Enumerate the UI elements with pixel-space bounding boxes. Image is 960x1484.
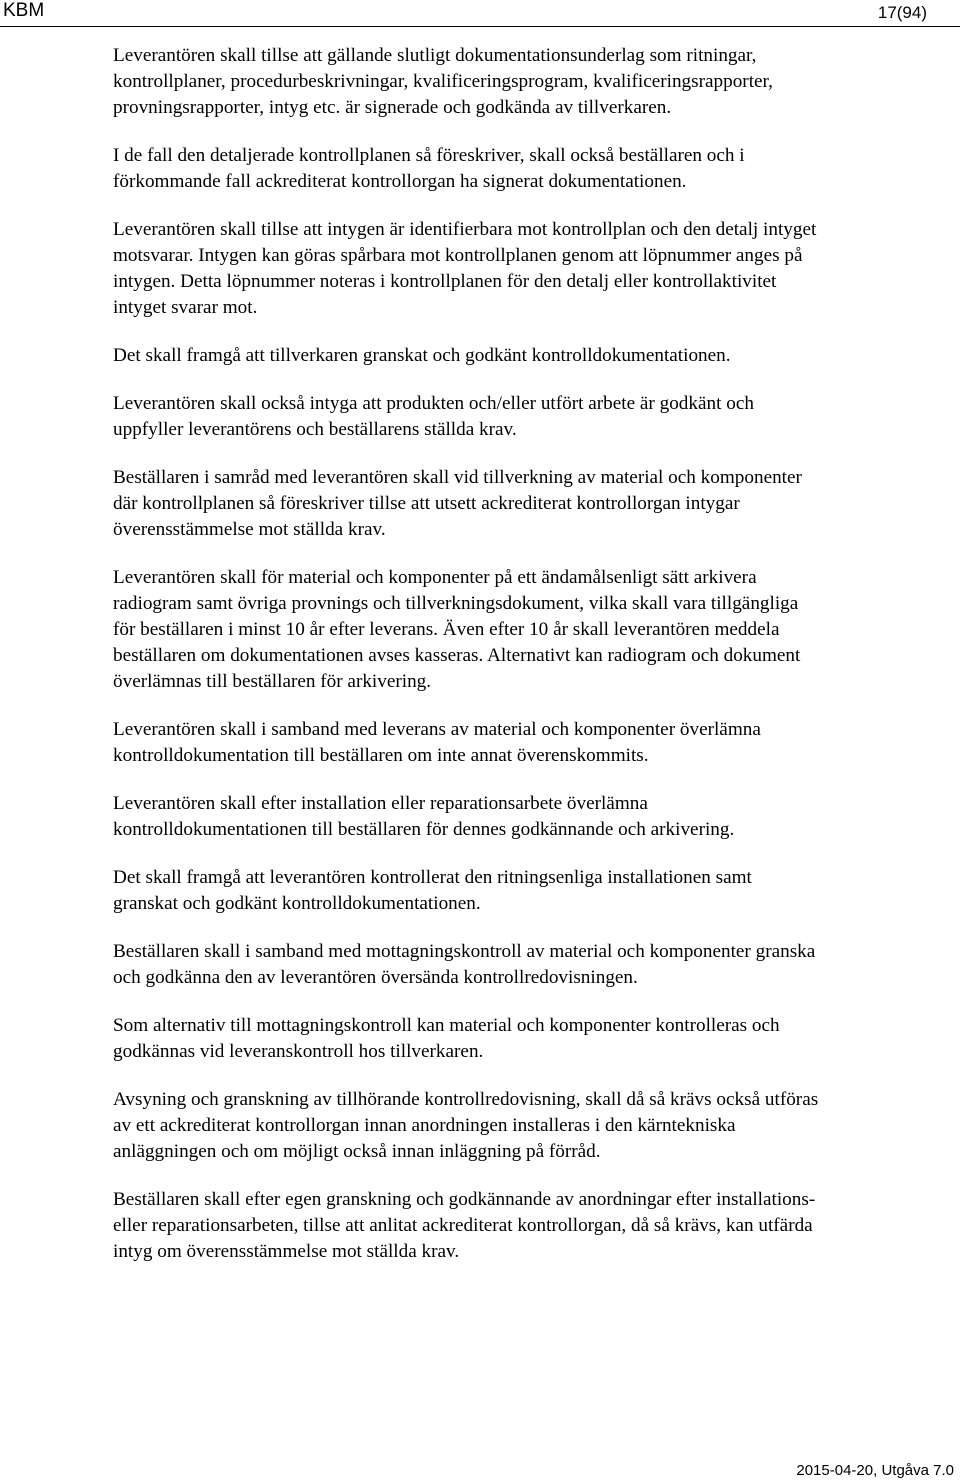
paragraph: Beställaren skall efter egen granskning och godkännande av anordningar efter installations- eller reparationsarbeten, tillse att anlitat ackrediterat kontrollorgan, då så krävs, kan utfärda intyg om överensstämmelse mot ställda krav. xyxy=(113,1189,816,1262)
paragraph: Det skall framgå att leverantören kontrollerat den ritningsenliga installationen samt granskat och godkänt kontrolldokumentationen. xyxy=(113,867,752,914)
footer-date-version: 2015-04-20, Utgåva 7.0 xyxy=(796,1462,954,1479)
document-code: KBM xyxy=(3,0,45,21)
paragraph: Leverantören skall i samband med leverans av material och komponenter överlämna kontrolldokumentation till beställaren om inte annat överenskommits. xyxy=(113,719,761,766)
paragraph: Leverantören skall tillse att intygen är identifierbara mot kontrollplan och den detalj intyget motsvarar. Intygen kan göras spårbara mot kontrollplanen genom att löpnummer anges på intygen. Detta löpnummer noteras i kontrollplanen för den detalj eller kontrollaktivitet intyget svarar mot. xyxy=(113,219,817,318)
body-text xyxy=(113,43,958,1287)
paragraph: Som alternativ till mottagningskontroll kan material och komponenter kontrolleras och godkännas vid leveranskontroll hos tillverkaren. xyxy=(113,1015,780,1062)
paragraph: Leverantören skall efter installation eller reparationsarbete överlämna kontrolldokumentationen till beställaren för dennes godkännande och arkivering. xyxy=(113,793,735,840)
paragraph: I de fall den detaljerade kontrollplanen så föreskriver, skall också beställaren och i förkommande fall ackrediterat kontrollorgan ha signerat dokumentationen. xyxy=(113,145,745,192)
paragraph: Det skall framgå att tillverkaren granskat och godkänt kontrolldokumentationen. xyxy=(113,345,731,366)
paragraph: Avsyning och granskning av tillhörande kontrollredovisning, skall då så krävs också utföras av ett ackrediterat kontrollorgan innan anordningen installeras i den kärntekniska anläggningen och om möjligt också innan inläggning på förråd. xyxy=(113,1089,819,1162)
paragraph: Leverantören skall för material och komponenter på ett ändamålsenligt sätt arkivera radiogram samt övriga provnings och tillverkningsdokument, vilka skall vara tillgängliga för beställaren i minst 10 år efter leverans. Även efter 10 år skall leverantören meddela beställaren om dokumentationen avses kasseras. Alternativt kan radiogram och dokument överlämnas till beställaren för arkivering. xyxy=(113,567,801,692)
paragraph: Leverantören skall tillse att gällande slutligt dokumentationsunderlag som ritningar, kontrollplaner, procedurbeskrivningar, kvalificeringsprogram, kvalificeringsrapporter, provningsrapporter, intyg etc. är signerade och godkända av tillverkaren. xyxy=(113,45,773,118)
paragraph: Leverantören skall också intyga att produkten och/eller utfört arbete är godkänt och uppfyller leverantörens och beställarens ställda krav. xyxy=(113,393,754,440)
page-header xyxy=(0,0,960,27)
paragraph: Beställaren i samråd med leverantören skall vid tillverkning av material och komponenter där kontrollplanen så föreskriver tillse att utsett ackrediterat kontrollorgan intygar överensstämmelse mot ställda krav. xyxy=(113,467,802,540)
header-divider xyxy=(0,26,960,27)
page-number: 17(94) xyxy=(877,3,927,22)
paragraph: Beställaren skall i samband med mottagningskontroll av material och komponenter granska och godkänna den av leverantören översända kontrollredovisningen. xyxy=(113,941,816,988)
